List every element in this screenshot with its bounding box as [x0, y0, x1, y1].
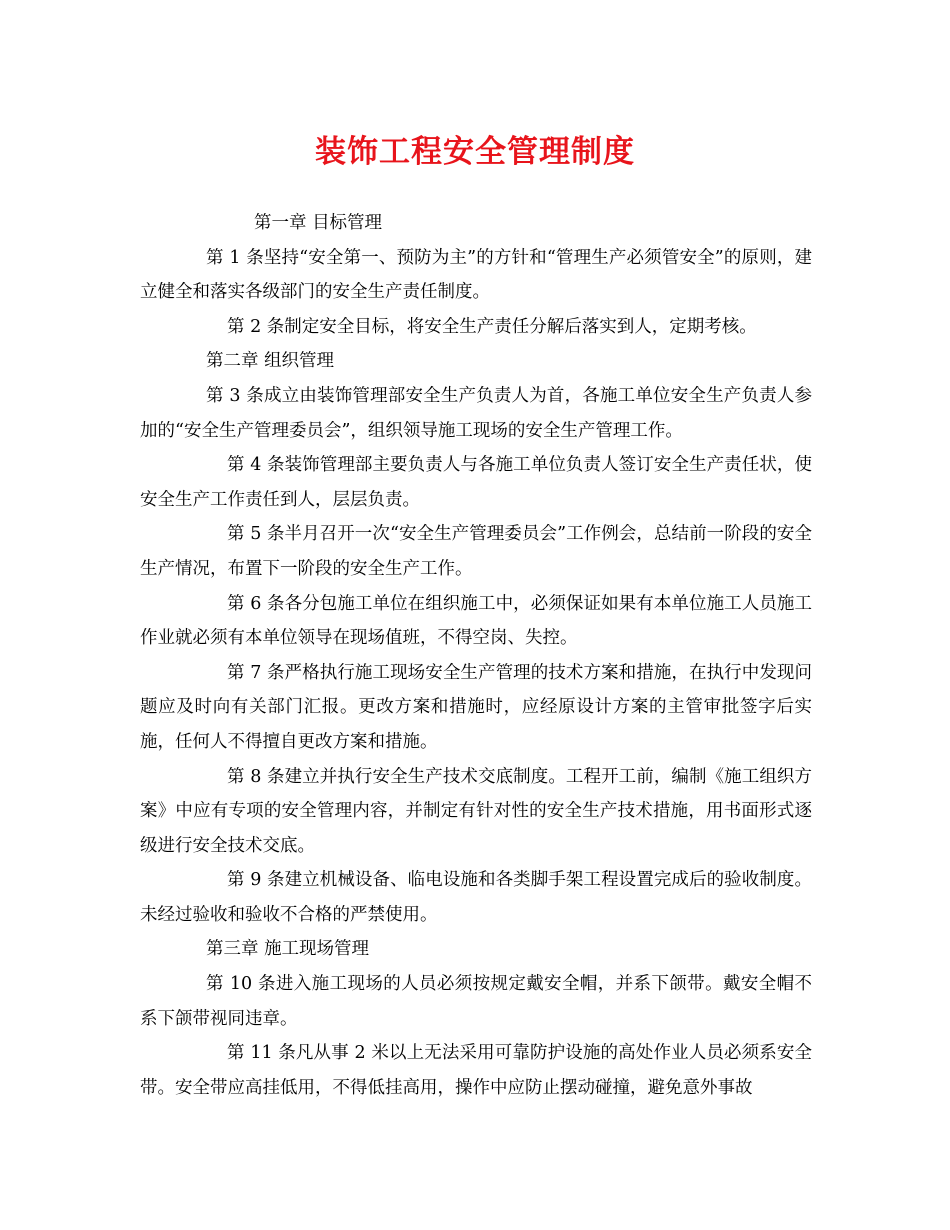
- article-8: 第 8 条建立并执行安全生产技术交底制度。工程开工前，编制《施工组织方案》中应有专项的安全管理内容，并制定有针对性的安全生产技术措施，用书面形式逐级进行安全技术交底。: [140, 766, 812, 856]
- article-10: 第 10 条进入施工现场的人员必须按规定戴安全帽，并系下颌带。戴安全帽不系下颌带视同违章。: [140, 974, 812, 1029]
- document-title: 装饰工程安全管理制度: [315, 134, 635, 170]
- chapter-heading-3: 第三章 施工现场管理: [206, 939, 370, 960]
- article-7: 第 7 条严格执行施工现场安全生产管理的技术方案和措施，在执行中发现问题应及时向有关部门汇报。更改方案和措施时，应经原设计方案的主管审批签字后实施，任何人不得擅自更改方案和措施。: [140, 662, 812, 752]
- chapter-heading-1: 第一章 目标管理: [254, 213, 383, 233]
- article-9: 第 9 条建立机械设备、临电设施和各类脚手架工程设置完成后的验收制度。未经过验收和验收不合格的严禁使用。: [140, 870, 812, 925]
- article-4: 第 4 条装饰管理部主要负责人与各施工单位负责人签订安全生产责任状，使安全生产工作责任到人，层层负责。: [140, 455, 812, 510]
- article-3: 第 3 条成立由装饰管理部安全生产负责人为首，各施工单位安全生产负责人参加的“安全生产管理委员会”，组织领导施工现场的安全生产管理工作。: [140, 385, 812, 441]
- article-6: 第 6 条各分包施工单位在组织施工中，必须保证如果有本单位施工人员施工作业就必须有本单位领导在现场值班，不得空岗、失控。: [140, 593, 812, 649]
- article-5: 第 5 条半月召开一次“安全生产管理委员会”工作例会，总结前一阶段的安全生产情况，布置下一阶段的安全生产工作。: [140, 524, 812, 579]
- article-1: 第 1 条坚持“安全第一、预防为主”的方针和“管理生产必须管安全”的原则，建立健全和落实各级部门的安全生产责任制度。: [140, 247, 812, 303]
- article-11: 第 11 条凡从事 2 米以上无法采用可靠防护设施的高处作业人员必须系安全带。安全带应高挂低用，不得低挂高用，操作中应防止摆动碰撞，避免意外事故: [140, 1043, 812, 1098]
- article-2: 第 2 条制定安全目标，将安全生产责任分解后落实到人，定期考核。: [227, 316, 757, 337]
- chapter-heading-2: 第二章 组织管理: [206, 351, 335, 372]
- document-body: [140, 206, 812, 1105]
